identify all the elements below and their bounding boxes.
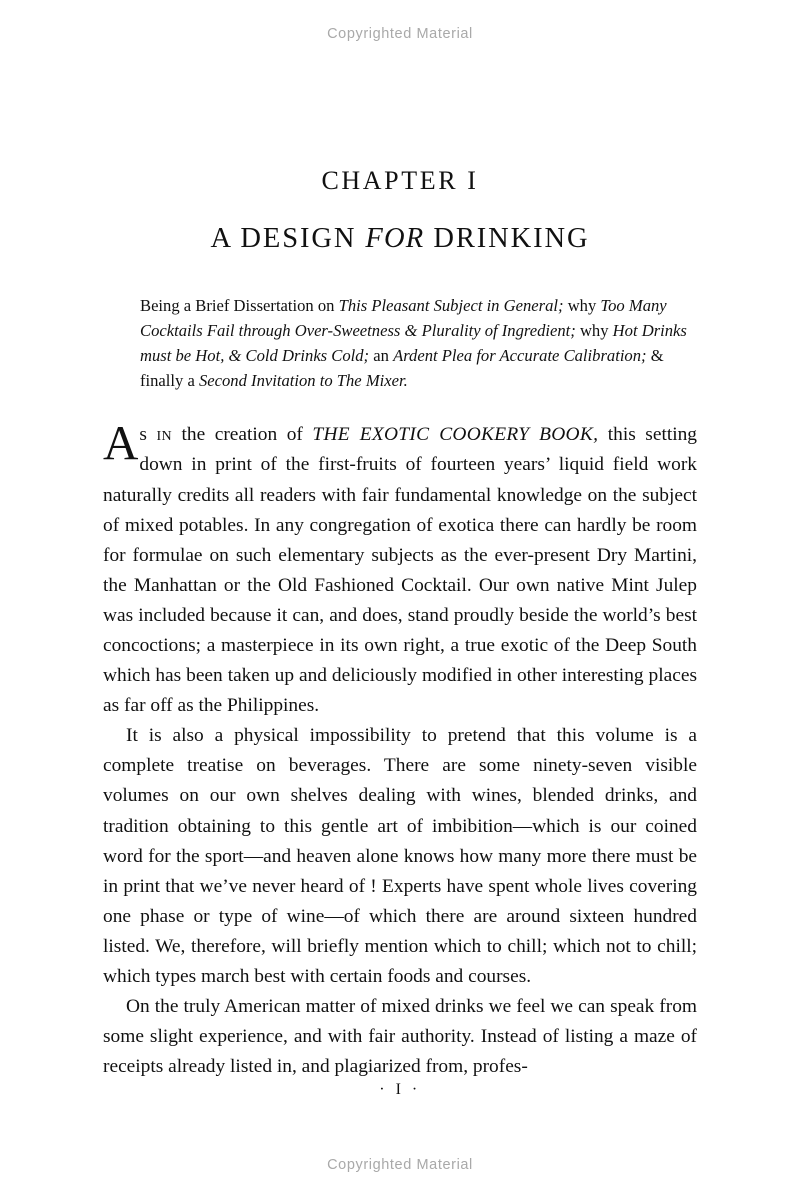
paragraph-1-rest: this setting down in print of the first-fruits of fourteen years’ liquid field work naturally credits all readers with fair fundamental knowledge on the subject of mixed potables. In any congregation of exotica there can hardly be room for formulae on such elementary subjects as the ever-present Dry Martini, the Manhattan or the Old Fashioned Cocktail. Our own native Mint Julep was included because it can, and does, stand proudly beside the world’s best concoctions; a masterpiece in its own right, a true exotic of the Deep South which has been taken up and deliciously modified in other interesting places as far off as the Philippines. [103, 424, 697, 717]
copyright-watermark-bottom: Copyrighted Material [327, 1157, 473, 1173]
chapter-number: CHAPTER I [321, 166, 479, 195]
blurb-segment-3-roman: why [575, 320, 613, 340]
referenced-book-title: THE EXOTIC COOKERY BOOK, [312, 424, 599, 446]
chapter-title-emphasis: FOR [365, 223, 425, 254]
page-number: · I · [379, 1081, 421, 1098]
chapter-title [103, 194, 697, 254]
blurb-segment-2-roman: why [563, 295, 601, 315]
blurb-segment-5-roman: & finally a [140, 345, 664, 391]
chapter-title-part1: A DESIGN [210, 223, 366, 254]
paragraph-1-smallcaps: in [156, 424, 173, 446]
chapter-title-part2: DRINKING [424, 223, 590, 254]
blurb-segment-1-italic: This Pleasant Subject in General; [338, 295, 564, 315]
blurb-segment-2-italic: Too Many Cocktails Fail through Over-Sweetness & Plurality of Ingredient; [140, 295, 667, 340]
paragraph-1-before-title: the creation of [172, 424, 313, 446]
blurb-segment-4-italic: Ardent Plea for Accurate Calibration; [393, 345, 647, 365]
chapter-blurb [103, 254, 697, 394]
paragraph-1-after-dropcap: s [139, 424, 157, 446]
body-paragraph-3: On the truly American matter of mixed drinks we feel we can speak from some slight experience, and with fair authority. Instead of listing a maze of receipts already listed in, and plagiarized from, profes- [103, 996, 697, 1078]
text-column [103, 0, 697, 1082]
body-paragraph-2: It is also a physical impossibility to pretend that this volume is a complete treatise on beverages. There are some ninety-seven visible volumes on our own shelves dealing with wines, blended drinks, and tradition obtaining to this gentle art of imbibition—which is our coined word for the sport—and heaven alone knows how many more there must be in print that we’ve never heard of ! Experts have spent whole lives covering one phase or type of wine—of which there are around sixteen hundred listed. We, therefore, will briefly mention which to chill; which not to chill; which types march best with certain foods and courses. [103, 725, 697, 987]
blurb-segment-1-roman: Being a Brief Dissertation on [140, 295, 339, 315]
blurb-segment-3-italic: Hot Drinks must be Hot, & Cold Drinks Cold; [140, 320, 687, 365]
copyright-watermark-top: Copyrighted Material [327, 26, 473, 42]
blurb-segment-5-italic: Second Invitation to The Mixer. [198, 371, 408, 391]
blurb-segment-4-roman: an [369, 345, 394, 365]
body-paragraph-1 [103, 393, 697, 721]
drop-cap: A [103, 415, 139, 471]
